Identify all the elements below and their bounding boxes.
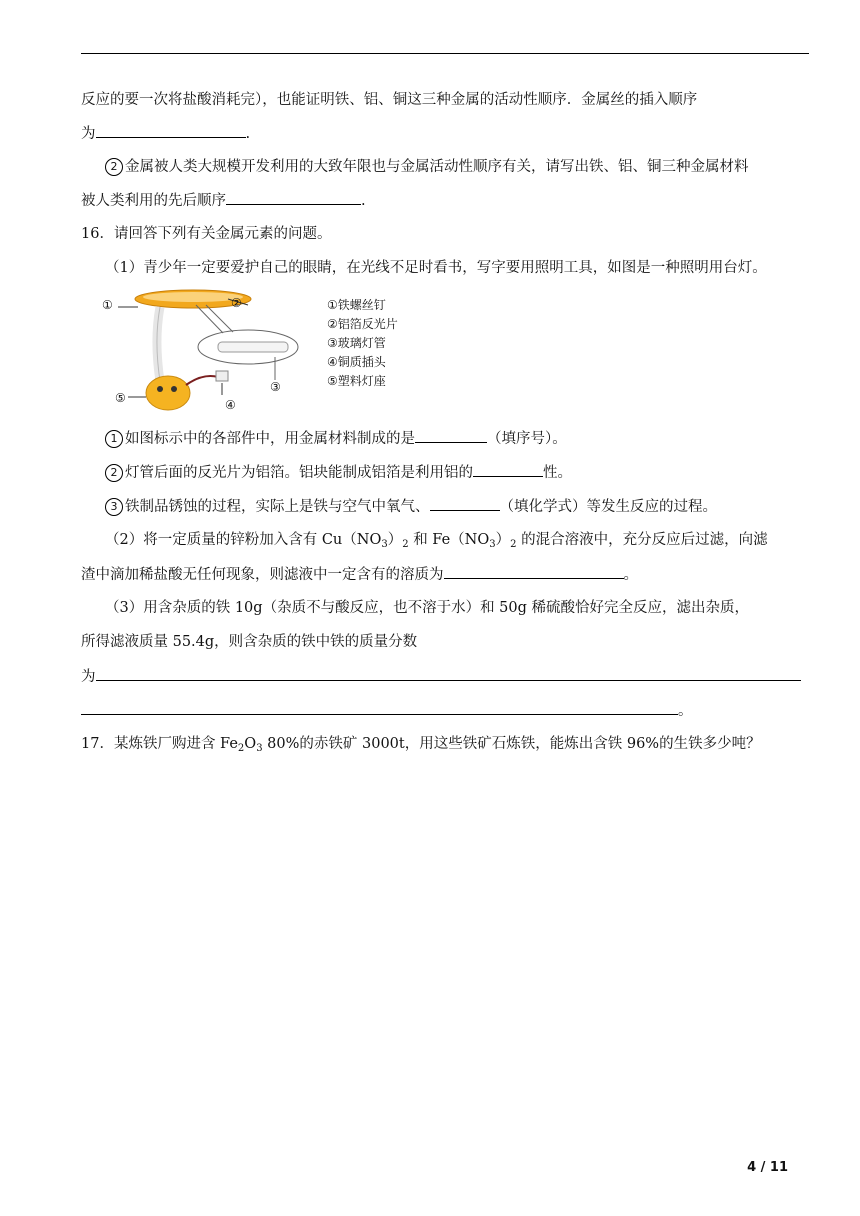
page-number: 4 / 11 bbox=[747, 1160, 788, 1175]
q15-answer-suffix: . bbox=[245, 126, 251, 142]
circled-number: 2 bbox=[105, 464, 123, 482]
figure-legend bbox=[327, 296, 398, 391]
q16-part3-line3 bbox=[81, 666, 801, 687]
q17-stem bbox=[81, 734, 761, 759]
callout-2: ② bbox=[231, 296, 242, 310]
q15-item2-line2 bbox=[81, 190, 366, 211]
circled-number: 1 bbox=[105, 430, 123, 448]
subscript: 3 bbox=[489, 539, 496, 550]
q15-answer-prefix: 为 bbox=[81, 126, 96, 142]
text: 80%的赤铁矿 3000t，用这些铁矿石炼铁，能炼出含铁 96%的生铁多少吨？ bbox=[262, 736, 761, 752]
text: ） bbox=[387, 532, 403, 548]
q16-part3-line2: 所得滤液质量 55.4g，则含杂质的铁中铁的质量分数 bbox=[81, 634, 418, 650]
q15-item2-suffix: . bbox=[361, 193, 366, 209]
circled-number: 2 bbox=[105, 158, 123, 176]
q15-text-line: 反应的要一次将盐酸消耗完），也能证明铁、铝、铜这三种金属的活动性顺序．金属丝的插入顺序 bbox=[81, 92, 698, 108]
legend-item: ③玻璃灯管 bbox=[327, 336, 386, 350]
circled-number: 3 bbox=[105, 498, 123, 516]
text: （2）将一定质量的锌粉加入含有 Cu（NO bbox=[105, 532, 382, 548]
text: 和 Fe（NO bbox=[408, 532, 490, 548]
text: 的混合溶液中，充分反应后过滤，向滤 bbox=[516, 532, 768, 548]
q16-stem: 16．请回答下列有关金属元素的问题。 bbox=[81, 226, 332, 242]
subscript: 3 bbox=[256, 743, 263, 754]
q16-sub2-suffix: 性。 bbox=[543, 465, 572, 481]
q16-part3-line4 bbox=[81, 700, 693, 721]
subscript: 2 bbox=[402, 539, 409, 550]
q16-part2-line2 bbox=[81, 564, 638, 585]
q16-sub1 bbox=[105, 428, 567, 449]
q15-item2-line1 bbox=[105, 157, 749, 177]
q16-sub1-suffix: （填序号）。 bbox=[487, 431, 567, 447]
q16-sub2 bbox=[105, 462, 572, 483]
q16-sub3-text: 铁制品锈蚀的过程，实际上是铁与空气中氧气、 bbox=[125, 499, 430, 515]
callout-3: ③ bbox=[270, 380, 281, 394]
subscript: 3 bbox=[381, 539, 388, 550]
q15-answer-line bbox=[81, 123, 250, 144]
q16-sub3 bbox=[105, 496, 717, 517]
callout-4: ④ bbox=[225, 398, 236, 412]
q15-blank-order[interactable] bbox=[96, 123, 246, 138]
q16-sub1-text: 如图标示中的各部件中，用金属材料制成的是 bbox=[125, 431, 415, 447]
q16-blank-fraction-2[interactable] bbox=[81, 700, 678, 715]
header-rule bbox=[81, 53, 809, 54]
callout-1: ① bbox=[102, 298, 113, 312]
q16-part1: （1）青少年一定要爱护自己的眼睛，在光线不足时看书，写字要用照明工具，如图是一种照明用台灯。 bbox=[105, 260, 767, 276]
q16-part3-line1: （3）用含杂质的铁 10g（杂质不与酸反应，也不溶于水）和 50g 稀硫酸恰好完全反应，滤出杂质， bbox=[105, 600, 750, 616]
q16-sub3-suffix: （填化学式）等发生反应的过程。 bbox=[499, 499, 717, 515]
subscript: 2 bbox=[237, 743, 245, 754]
q16-part3-suffix: 。 bbox=[678, 703, 693, 719]
text: ） bbox=[495, 532, 511, 548]
q15-blank-sequence[interactable] bbox=[226, 190, 361, 205]
text: 17．某炼铁厂购进含 Fe bbox=[81, 736, 238, 752]
text: O bbox=[244, 736, 257, 752]
subscript: 2 bbox=[510, 539, 517, 550]
q15-item2-text: 金属被人类大规模开发利用的大致年限也与金属活动性顺序有关，请写出铁、铝、铜三种金属材料 bbox=[125, 159, 749, 175]
q16-blank-solute[interactable] bbox=[444, 564, 624, 579]
callout-5: ⑤ bbox=[115, 391, 126, 405]
q15-item2-prefix: 被人类利用的先后顺序 bbox=[81, 193, 226, 209]
q16-blank-metal-parts[interactable] bbox=[415, 428, 487, 443]
legend-item: ④铜质插头 bbox=[327, 355, 386, 369]
q16-part2-line1 bbox=[105, 530, 768, 555]
q16-blank-formula[interactable] bbox=[430, 496, 500, 511]
legend-item: ②铝箔反光片 bbox=[327, 317, 398, 331]
q16-blank-fraction-1[interactable] bbox=[96, 666, 801, 681]
q16-part2-suffix: 。 bbox=[623, 567, 638, 583]
q16-part2-text: 渣中滴加稀盐酸无任何现象，则滤液中一定含有的溶质为 bbox=[81, 567, 444, 583]
q16-blank-property[interactable] bbox=[473, 462, 543, 477]
q16-sub2-text: 灯管后面的反光片为铝箔。铝块能制成铝箔是利用铝的 bbox=[125, 465, 473, 481]
legend-item: ⑤塑料灯座 bbox=[327, 374, 386, 388]
q16-part3-prefix: 为 bbox=[81, 669, 96, 685]
legend-item: ①铁螺丝钉 bbox=[327, 298, 386, 312]
